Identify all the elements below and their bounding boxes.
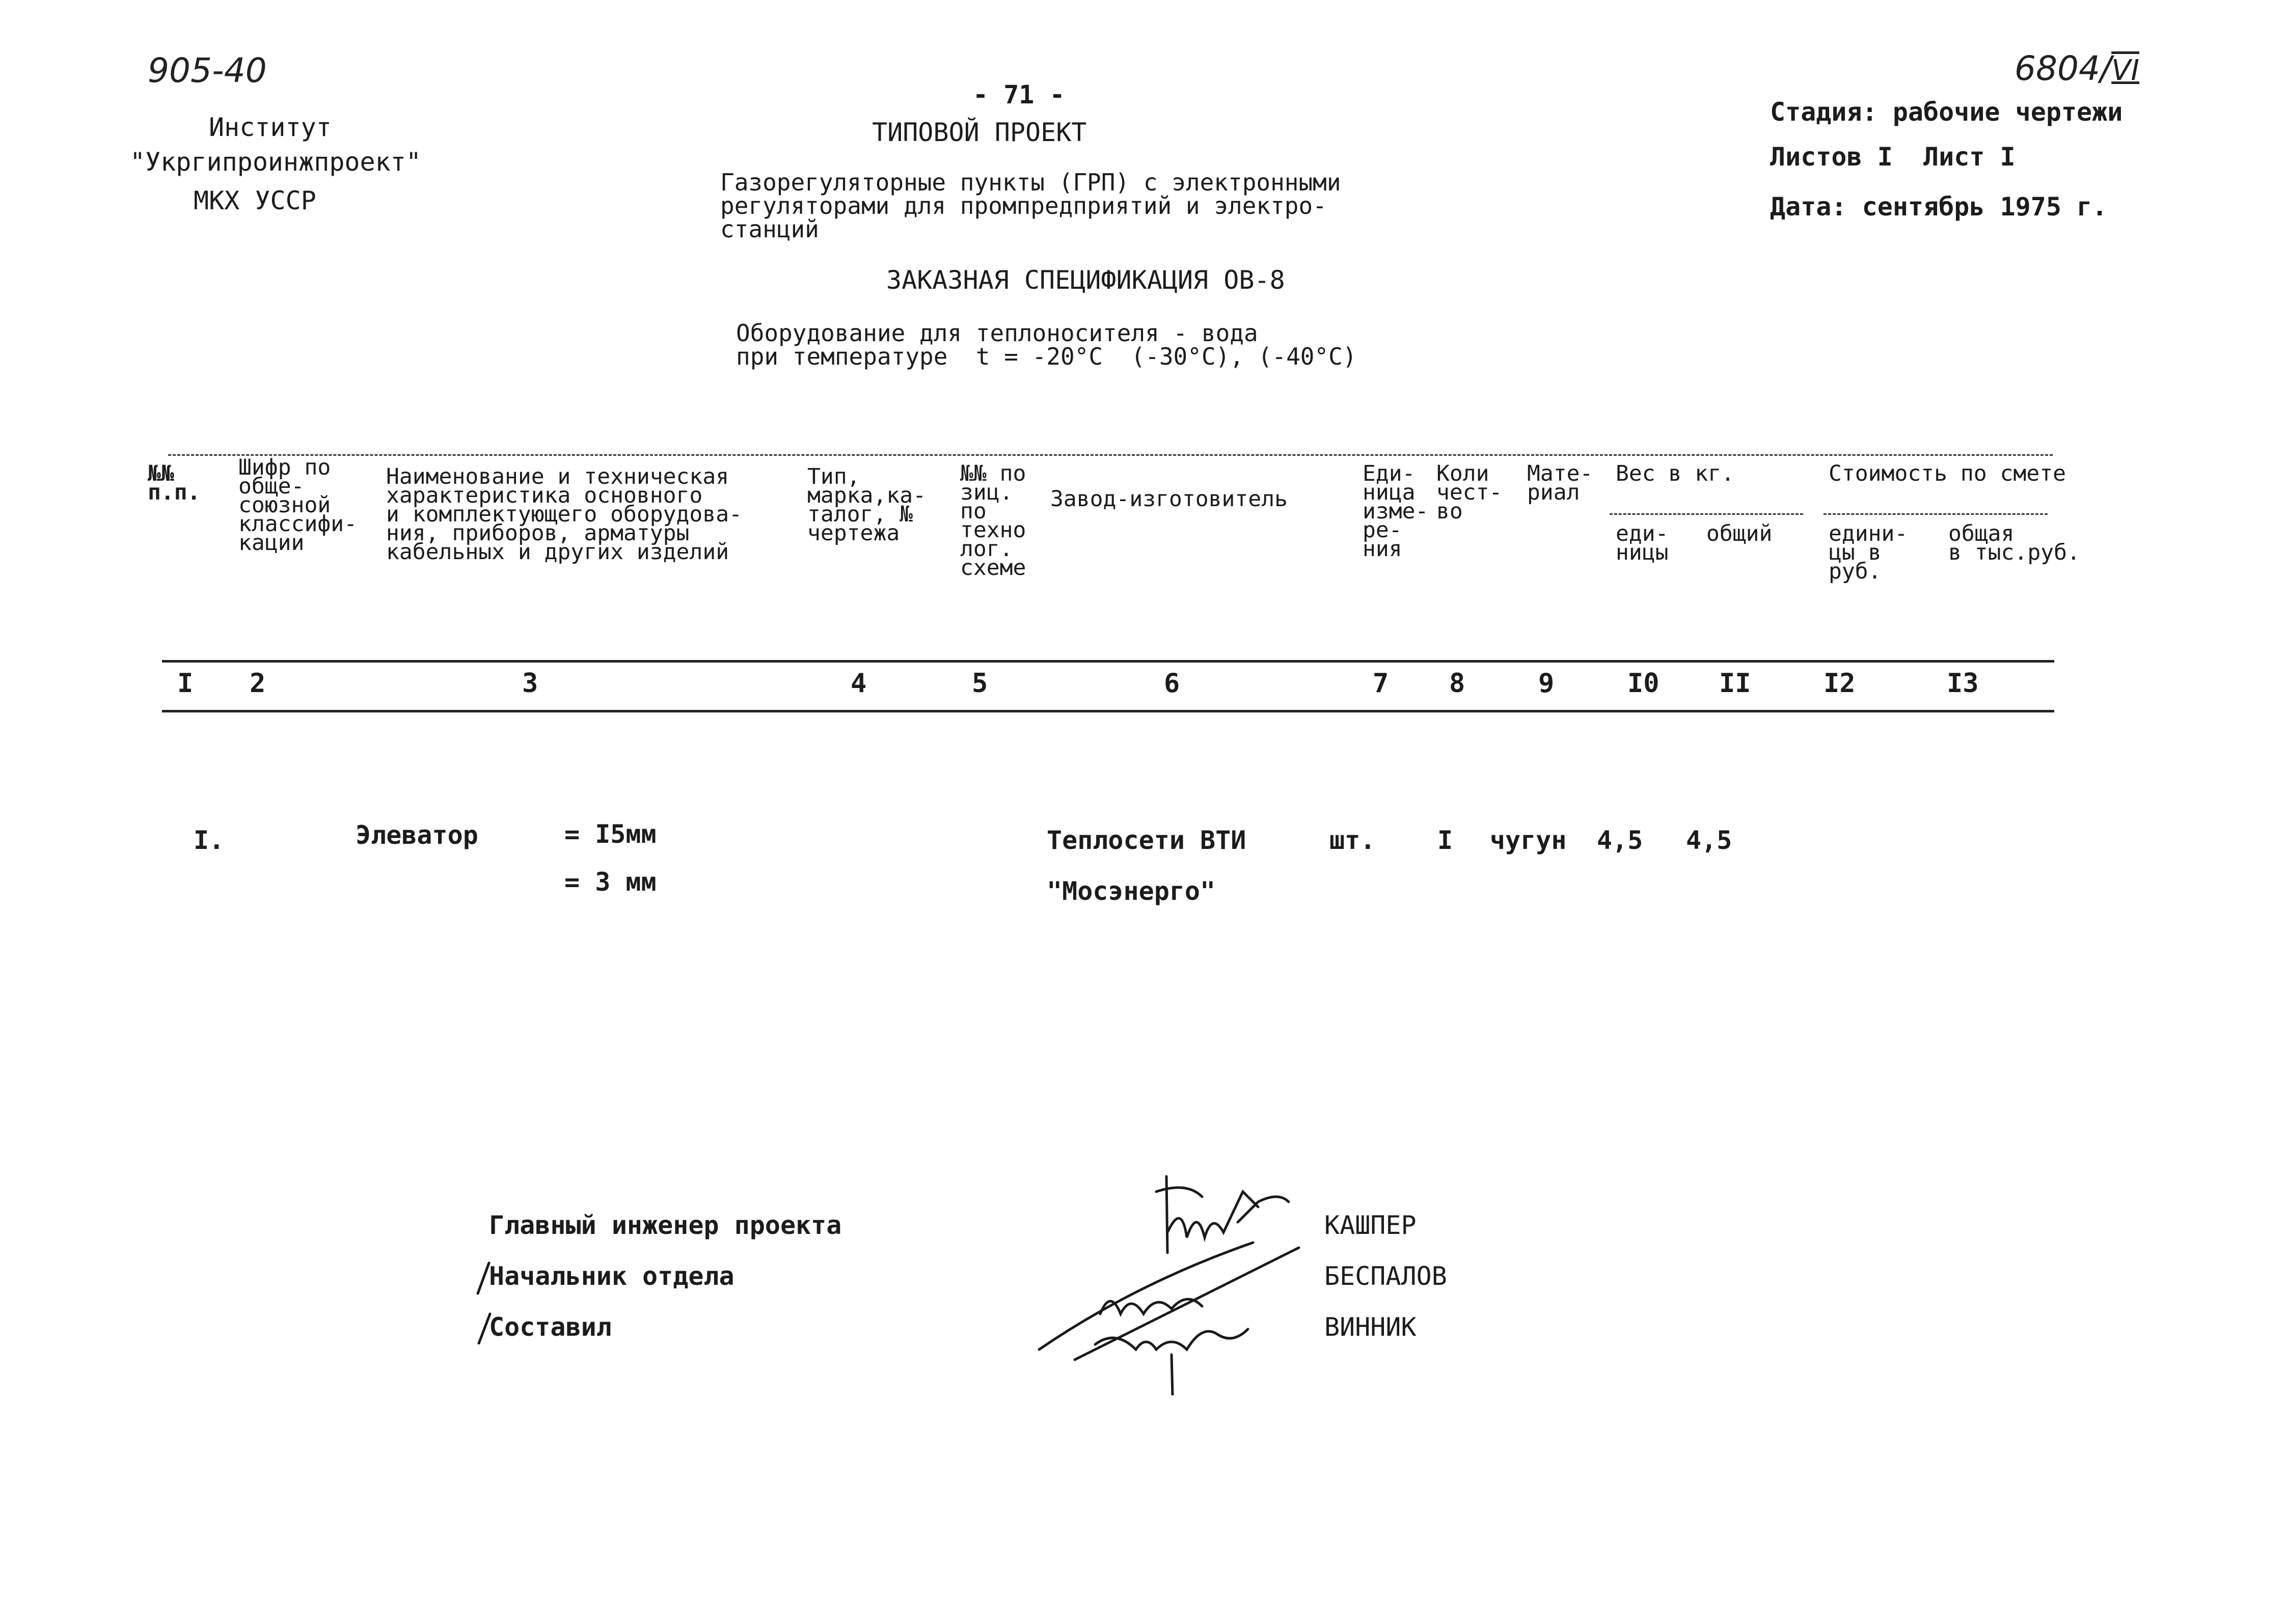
header-col-9: Мате- риал <box>1527 461 1593 505</box>
institute-line-2: "Укргипроинжпроект" <box>130 147 421 177</box>
role-compiler: Составил <box>489 1312 612 1342</box>
stage-label: Стадия: рабочие чертежи <box>1770 97 2123 127</box>
column-numbers-top-rule <box>162 660 2054 663</box>
project-title-line-2: регуляторами для промпредприятий и электро- <box>720 192 1327 219</box>
page-number: - 71 - <box>973 80 1065 109</box>
column-number: 9 <box>1538 668 1555 699</box>
column-number: II <box>1719 668 1751 699</box>
row-material: чугун <box>1490 825 1567 855</box>
header-col-10: еди- ницы <box>1616 521 1669 565</box>
column-number: I0 <box>1627 668 1659 699</box>
institute-line-1: Институт <box>209 113 332 142</box>
sheet-number-suffix: VI <box>2111 54 2140 87</box>
header-col-6: Завод-изготовитель <box>1050 486 1288 512</box>
column-number: I <box>177 668 194 699</box>
row-maker-1: Теплосети ВТИ <box>1047 825 1246 855</box>
header-weight-group: Вес в кг. <box>1616 461 1734 486</box>
project-title-line-1: Газорегуляторные пункты (ГРП) с электронными <box>720 169 1341 196</box>
sheet-number <box>2015 49 2139 88</box>
table-top-rule <box>168 454 2053 456</box>
cost-group-underline <box>1824 513 2048 515</box>
row-weight-unit: 4,5 <box>1597 825 1643 855</box>
header-col-13: общая в тыс.руб. <box>1948 521 2080 565</box>
equipment-line-1: Оборудование для теплоносителя - вода <box>736 319 1258 347</box>
header-col-11: общий <box>1706 521 1773 546</box>
name-chief-engineer: КАШПЕР <box>1324 1210 1417 1240</box>
row-spec-1: = I5мм <box>564 819 657 849</box>
handwritten-signatures <box>1034 1161 1329 1395</box>
equipment-line-2: при температуре t = -20°С (-30°С), (-40°С) <box>736 343 1357 370</box>
column-number: 5 <box>972 668 988 699</box>
project-type: ТИПОВОЙ ПРОЕКТ <box>872 118 1087 147</box>
date-label: Дата: сентябрь 1975 г. <box>1770 192 2108 222</box>
role-chief-engineer: Главный инженер проекта <box>489 1210 842 1240</box>
row-number: I. <box>194 825 225 855</box>
column-number: 4 <box>851 668 867 699</box>
weight-group-underline <box>1610 513 1803 515</box>
row-quantity: I <box>1437 825 1453 855</box>
column-number: I3 <box>1947 668 1979 699</box>
name-department-head: БЕСПАЛОВ <box>1324 1261 1447 1291</box>
name-compiler: ВИННИК <box>1324 1312 1417 1342</box>
row-maker-2: "Мосэнерго" <box>1047 876 1216 906</box>
project-title-line-3: станций <box>720 215 819 243</box>
header-col-2: Шифр по обще- союзной классифи- кации <box>238 455 357 556</box>
row-spec-2: = 3 мм <box>564 867 657 897</box>
header-cost-group: Стоимость по смете <box>1829 461 2066 486</box>
row-weight-total: 4,5 <box>1686 825 1732 855</box>
role-department-head: Начальник отдела <box>489 1261 734 1291</box>
header-col-12: едини- цы в руб. <box>1829 521 1908 584</box>
pen-marks <box>469 1253 499 1344</box>
header-col-5: №№ по зиц. по техно лог. схеме <box>960 461 1026 581</box>
row-name: Элеватор <box>356 820 478 850</box>
row-unit: шт. <box>1329 825 1376 855</box>
column-number: I2 <box>1824 668 1856 699</box>
header-col-7: Еди- ница изме- ре- ния <box>1363 461 1429 562</box>
sheets-label: Листов I Лист I <box>1770 142 2016 172</box>
column-numbers-bottom-rule <box>162 710 2054 712</box>
header-col-1: №№ п.п. <box>148 461 201 505</box>
column-number: 8 <box>1449 668 1465 699</box>
column-number: 2 <box>250 668 266 699</box>
sheet-number-main: 6804/ <box>2015 49 2112 88</box>
column-number: 7 <box>1373 668 1389 699</box>
institute-line-3: МКХ УССР <box>194 186 316 215</box>
header-col-3: Наименование и техническая характеристика основного и комплектующего оборудова- ния, приборов, арматуры кабельных и других изделий <box>386 464 742 565</box>
header-col-4: Тип, марка,ка- талог, № чертежа <box>807 464 926 546</box>
column-number: 6 <box>1164 668 1180 699</box>
spec-title: ЗАКАЗНАЯ СПЕЦИФИКАЦИЯ ОВ-8 <box>886 265 1285 295</box>
column-number: 3 <box>522 668 538 699</box>
document-code: 905-40 <box>148 51 267 90</box>
header-col-8: Коли чест- во <box>1436 461 1503 524</box>
